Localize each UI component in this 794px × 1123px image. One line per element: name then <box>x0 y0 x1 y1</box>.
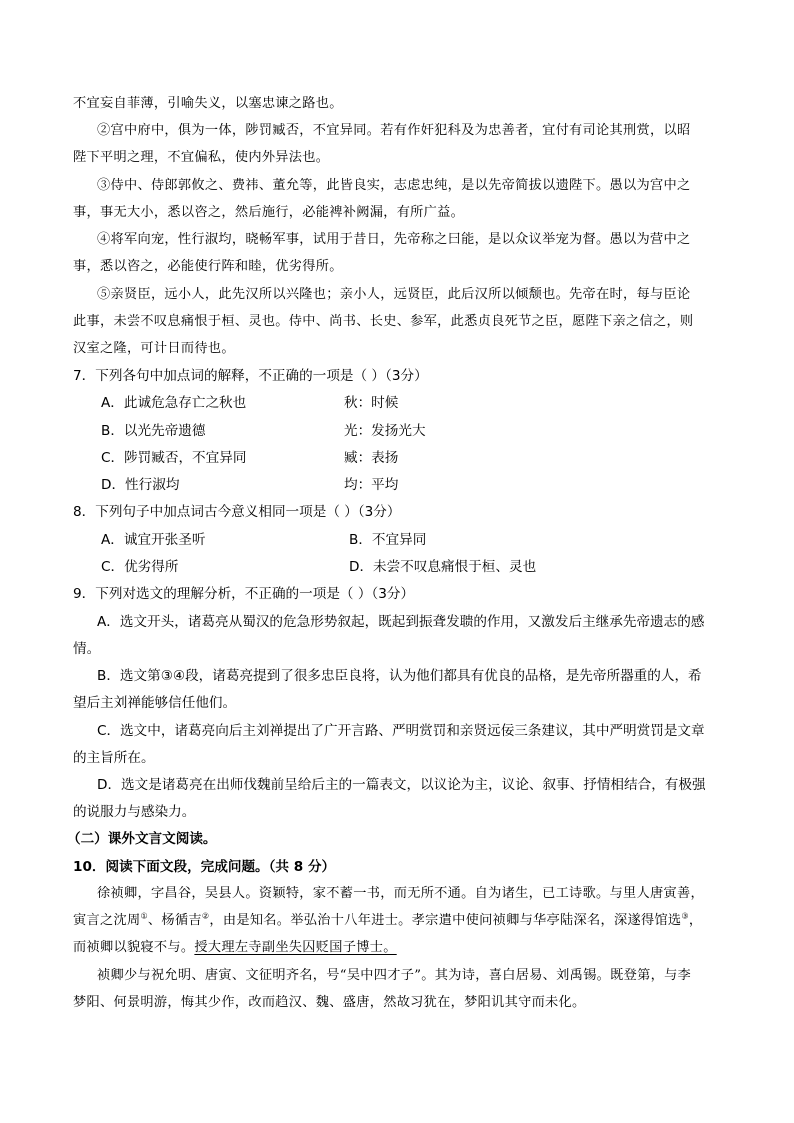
passage-line: 事，事无大小，悉以咨之，然后施行，必能裨补阙漏，有所广益。 <box>73 205 465 220</box>
footnote-marker: ③ <box>681 911 689 921</box>
q7-option-c-gloss: 臧：表扬 <box>344 450 399 466</box>
q7-option-d: D．性行淑均 <box>101 477 180 493</box>
q10-text: 而祯卿以貌寝不与。 <box>73 940 195 955</box>
q10-text: ， <box>688 913 703 928</box>
q10-passage-line: 祯卿少与祝允明、唐寅、文征明齐名，号“吴中四才子”。其为诗，喜白居易、刘禹锡。既登第，与李 <box>97 968 692 983</box>
q8-option-c: C．优劣得所 <box>101 559 179 575</box>
q7-option-d-gloss: 均：平均 <box>344 477 399 493</box>
question-10-stem: 10．阅读下面文段，完成问题。（共 8 分） <box>73 859 336 875</box>
passage-line: 陛下平明之理，不宜偏私，使内外异法也。 <box>73 150 330 165</box>
passage-line: ⑤亲贤臣，远小人，此先汉所以兴隆也；亲小人，远贤臣，此后汉所以倾颓也。先帝在时，每与臣论 <box>97 287 691 302</box>
q9-option-b-line: B．选文第③④段，诸葛亮提到了很多忠臣良将，认为他们都具有优良的品格，是先帝所器重的人，希 <box>97 668 702 684</box>
footnote-marker: ① <box>140 911 148 921</box>
passage-line: 不宜妄自菲薄，引喻失义，以塞忠谏之路也。 <box>73 96 343 111</box>
q10-passage-line: 梦阳、何景明游，悔其少作，改而趋汉、魏、盛唐，然故习犹在，梦阳讥其守而未化。 <box>73 995 586 1010</box>
q9-option-a-line: A．选文开头，诸葛亮从蜀汉的危急形势叙起，既起到振聋发聩的作用，又激发后主继承先帝遗志的感 <box>97 614 705 630</box>
underlined-sentence: 授大理左寺副坐失囚贬国子博士。 <box>194 940 397 955</box>
question-7-stem: 7．下列各句中加点词的解释，不正确的一项是（ ）（3分） <box>73 368 428 384</box>
q7-option-c: C．陟罚臧否，不宜异同 <box>101 450 247 466</box>
passage-line: 事，悉以咨之，必能使行阵和睦，优劣得所。 <box>73 259 343 274</box>
q7-option-a: A．此诚危急存亡之秋也 <box>101 395 247 411</box>
q10-passage-line <box>73 911 702 931</box>
q7-option-b: B．以光先帝遗德 <box>101 423 206 439</box>
q10-text: 、杨循吉 <box>147 913 202 928</box>
passage-line: ④将军向宠，性行淑均，晓畅军事，试用于昔日，先帝称之曰能，是以众议举宠为督。愚以为营中之 <box>97 232 691 247</box>
q9-option-c-line: 的主旨所在。 <box>73 750 155 766</box>
q9-option-b-line: 望后主刘禅能够信任他们。 <box>73 695 237 711</box>
passage-line: 汉室之隆，可计日而待也。 <box>73 341 235 356</box>
q10-text: ，由是知名。举弘治十八年进士。孝宗遣中使问祯卿与华亭陆深名，深遂得馆选 <box>209 913 682 928</box>
q8-option-d: D．未尝不叹息痛恨于桓、灵也 <box>349 559 537 575</box>
q9-option-d-line: 的说服力与感染力。 <box>73 804 196 820</box>
question-8-stem: 8．下列句子中加点词古今意义相同一项是（ ）（3分） <box>73 504 401 520</box>
q10-text: 寅言之沈周 <box>73 913 141 928</box>
q9-option-c-line: C．选文中，诸葛亮向后主刘禅提出了广开言路、严明赏罚和亲贤远佞三条建议，其中严明赏罚是文章 <box>97 723 705 739</box>
q7-option-a-gloss: 秋：时候 <box>344 395 399 411</box>
passage-line: 此事，未尝不叹息痛恨于桓、灵也。侍中、尚书、长史、参军，此悉贞良死节之臣，愿陛下亲之信之，则 <box>73 314 694 329</box>
section-title: （二）课外文言文阅读。 <box>67 831 217 847</box>
q8-option-b: B．不宜异同 <box>349 532 427 548</box>
footnote-marker: ② <box>201 911 210 921</box>
q10-passage-line <box>73 938 397 958</box>
q7-option-b-gloss: 光：发扬光大 <box>344 423 426 439</box>
q10-passage-line: 徐祯卿，字昌谷，吴县人。资颖特，家不蓄一书，而无所不通。自为诸生，已工诗歌。与里人唐寅善， <box>97 886 704 901</box>
passage-line: ③侍中、侍郎郭攸之、费祎、董允等，此皆良实，志虑忠纯，是以先帝简拔以遗陛下。愚以为宫中之 <box>97 178 691 193</box>
passage-line: ②宫中府中，俱为一体，陟罚臧否，不宜异同。若有作奸犯科及为忠善者，宜付有司论其刑赏，以昭 <box>97 123 691 138</box>
q9-option-a-line: 情。 <box>73 641 101 657</box>
question-9-stem: 9．下列对选文的理解分析，不正确的一项是（ ）（3分） <box>73 586 415 602</box>
q9-option-d-line: D．选文是诸葛亮在出师伐魏前呈给后主的一篇表文，以议论为主，议论、叙事、抒情相结合，有极强 <box>97 777 706 793</box>
q8-option-a: A．诚宜开张圣听 <box>101 532 206 548</box>
